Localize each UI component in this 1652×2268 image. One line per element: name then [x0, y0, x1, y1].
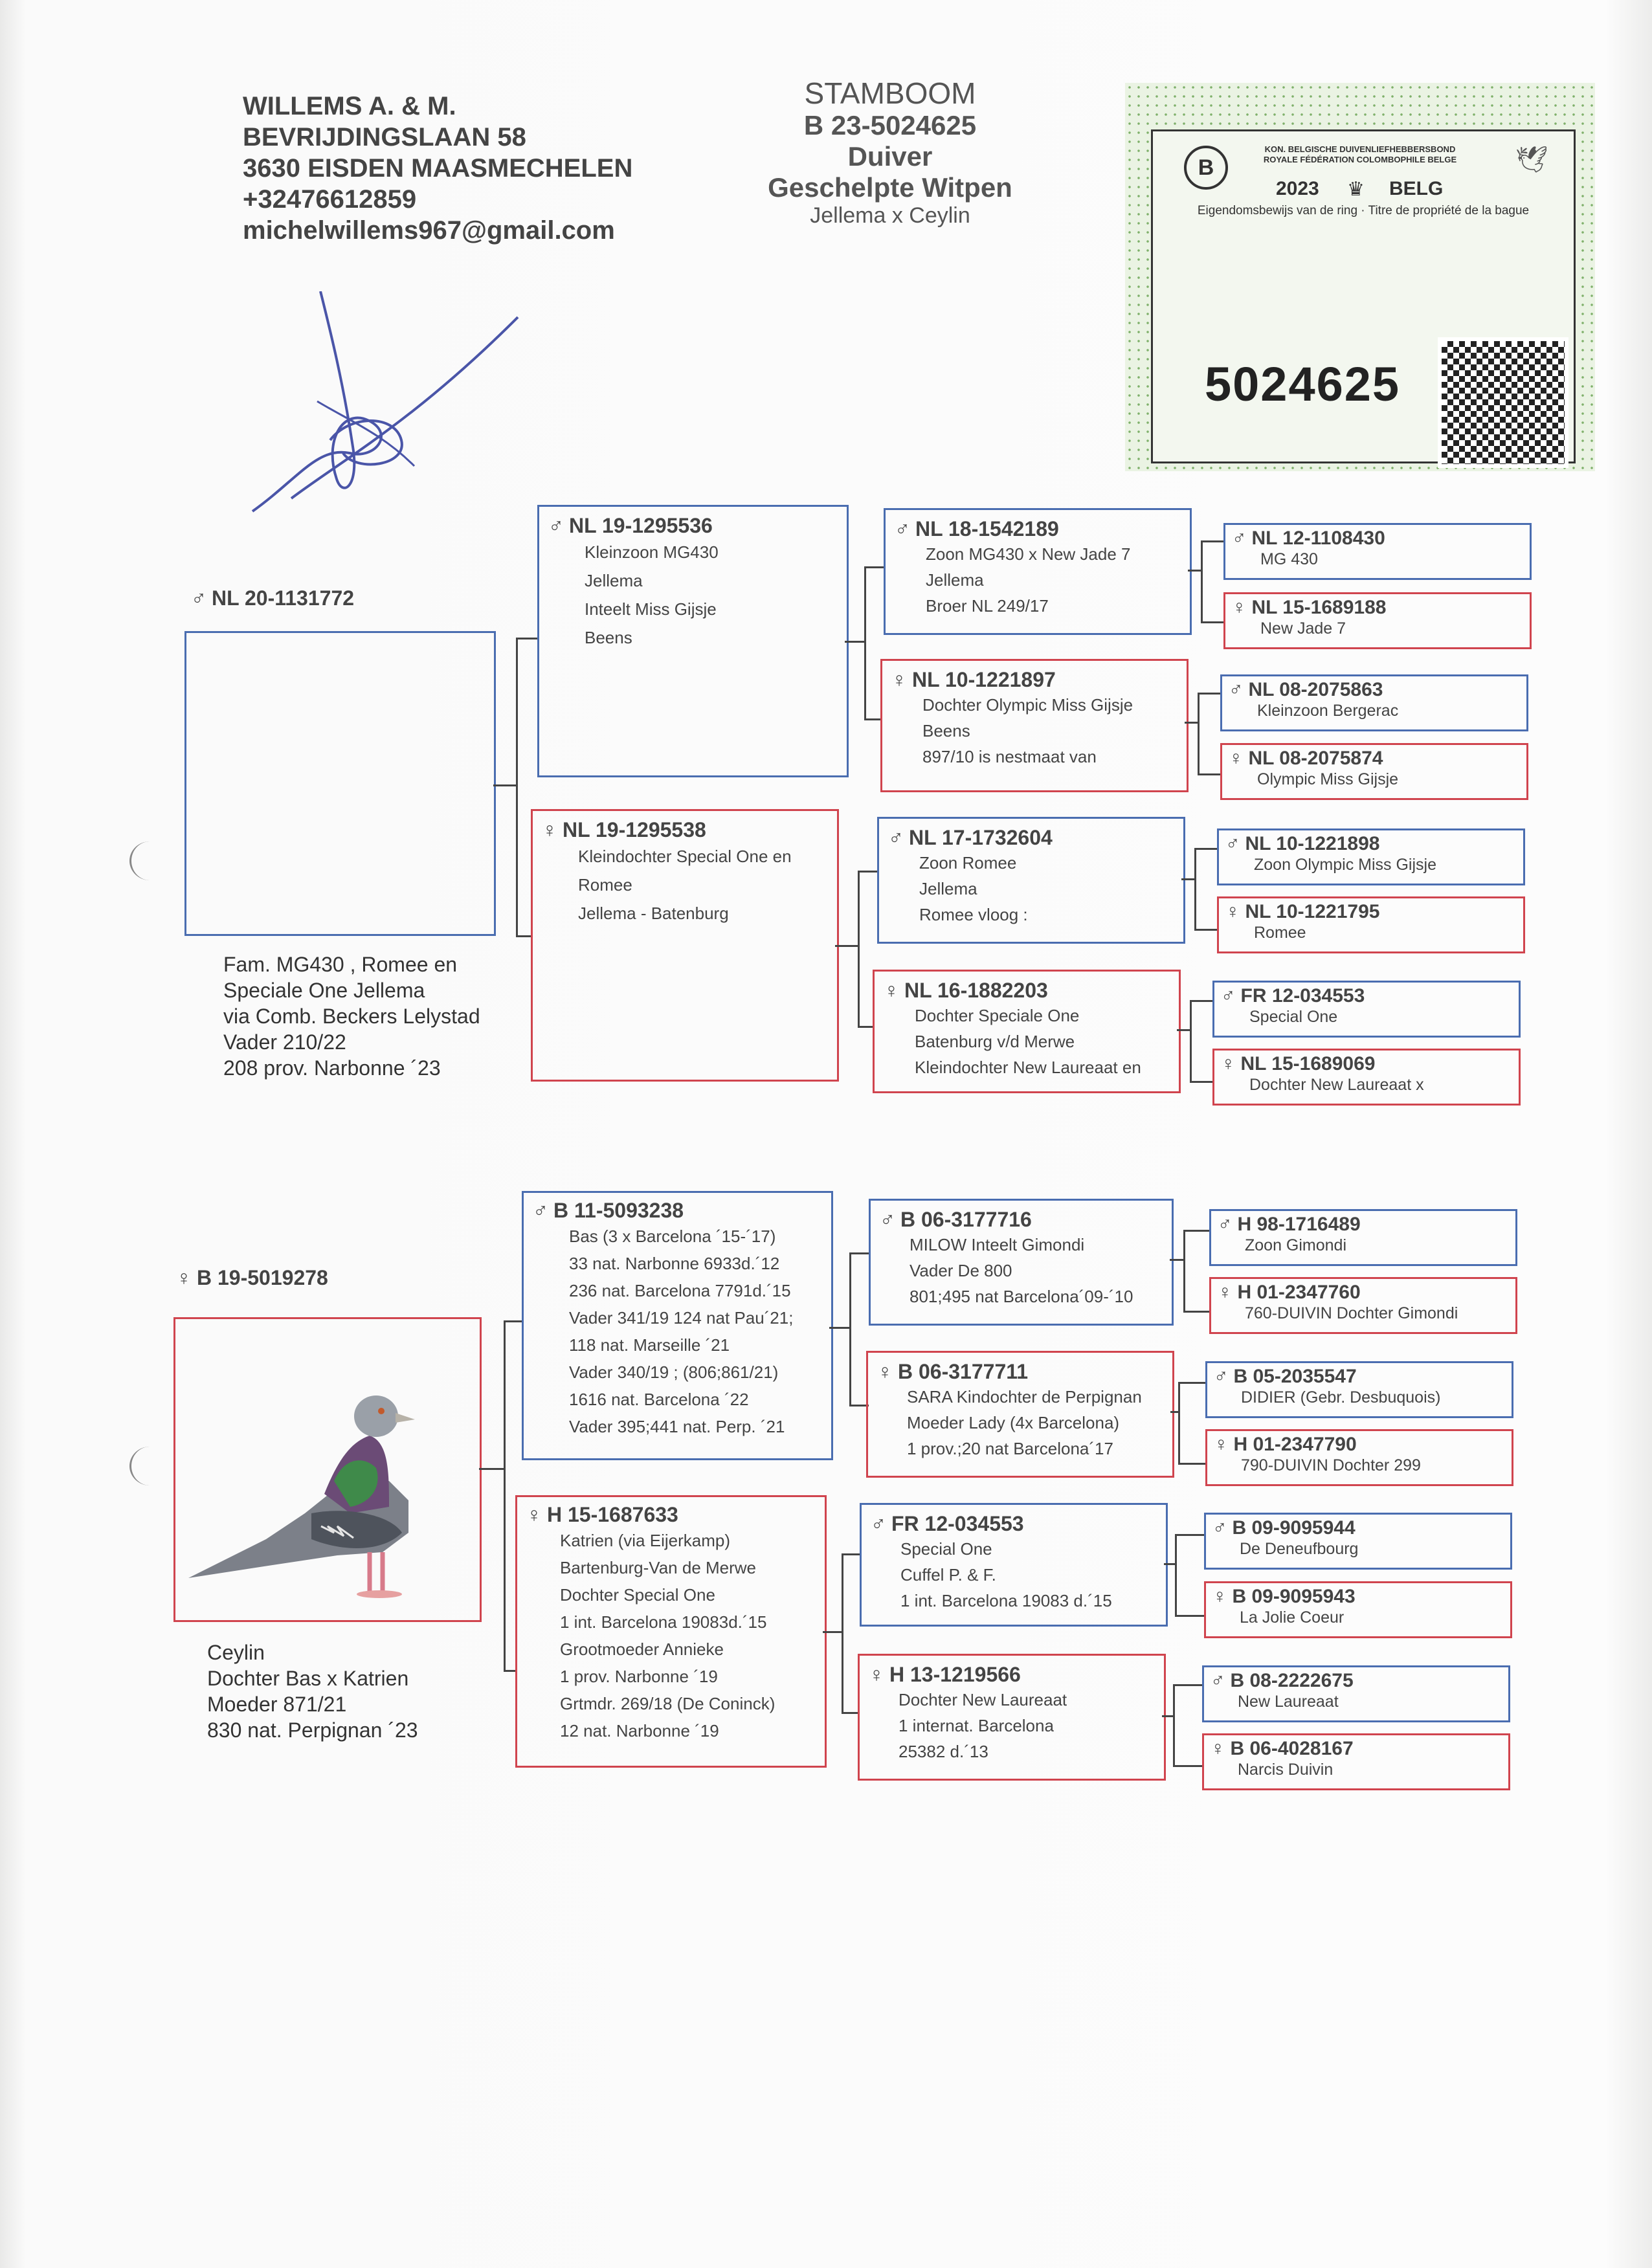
female-icon: ♀	[1212, 1586, 1227, 1607]
father-notes: Fam. MG430 , Romee en Speciale One Jellema via Comb. Beckers Lelystad Vader 210/22 208 prov. Narbonne ´23	[223, 953, 480, 1080]
female-icon: ♀	[542, 818, 557, 841]
pedigree-fm: ♀ NL 19-1295538 Kleindochter Special One en Romee Jellema - Batenburg	[531, 809, 839, 1082]
signature	[246, 291, 531, 524]
male-icon: ♂	[548, 514, 564, 537]
pedigree-mmm: ♀ H 13-1219566 Dochter New Laureaat 1 internat. Barcelona 25382 d.´13	[858, 1654, 1166, 1781]
pedigree-ffmm: ♀ NL 08-2075874 Olympic Miss Gijsje	[1220, 743, 1528, 800]
father-ring	[191, 586, 354, 610]
female-icon: ♀	[1225, 901, 1240, 922]
certificate-card	[1151, 129, 1576, 463]
ring-certificate	[1125, 83, 1595, 471]
male-icon: ♂	[1211, 1670, 1225, 1691]
federation-name-nl: KON. BELGISCHE DUIVENLIEFHEBBERSBOND	[1264, 144, 1456, 154]
pedigree-mmmf: ♂ B 08-2222675 New Laureaat	[1202, 1665, 1510, 1722]
federation-name-fr: ROYALE FÉDÉRATION COLOMBOPHILE BELGE	[1263, 155, 1457, 164]
pedigree-title	[712, 76, 1068, 228]
male-icon: ♂	[1218, 1214, 1233, 1235]
certificate-country: BELG	[1389, 178, 1444, 199]
pedigree-fmm: ♀ NL 16-1882203 Dochter Speciale One Batenburg v/d Merwe Kleindochter New Laureaat en	[873, 970, 1181, 1093]
male-icon: ♂	[1214, 1366, 1229, 1387]
main-sex: Duiver	[847, 141, 933, 172]
pedigree-mf: ♂ B 11-5093238 Bas (3 x Barcelona ´15-´17) 33 nat. Narbonne 6933d.´12 236 nat. Barcelona 7791d.´15 Vader 341/19 124 nat Pau´21; 118 nat. Marseille ´21 Vader 340/19 ; (806;861/21) 1616 nat. Barcelona ´22 Vader 395;441 nat. Perp. ´21	[522, 1191, 833, 1460]
pedigree-ff: ♂ NL 19-1295536 Kleinzoon MG430 Jellema Inteelt Miss Gijsje Beens	[537, 505, 849, 777]
owner-phone: +32476612859	[243, 185, 417, 214]
male-icon: ♂	[191, 586, 206, 610]
male-icon: ♂	[533, 1199, 548, 1222]
male-icon: ♂	[1232, 528, 1247, 549]
pedigree-mfmm: ♀ H 01-2347790 790-DUIVIN Dochter 299	[1205, 1429, 1513, 1486]
male-icon: ♂	[895, 517, 910, 540]
pedigree-fmmm: ♀ NL 15-1689069 Dochter New Laureaat x	[1212, 1049, 1521, 1106]
female-icon: ♀	[1232, 597, 1247, 618]
female-icon: ♀	[1221, 1053, 1236, 1074]
owner-email: michelwillems967@gmail.com	[243, 216, 615, 245]
male-icon: ♂	[871, 1512, 886, 1535]
female-icon: ♀	[1229, 748, 1244, 769]
certificate-year: 2023	[1276, 178, 1319, 199]
pigeon-photo	[175, 1319, 480, 1620]
female-icon: ♀	[884, 979, 899, 1002]
pedigree-mmff: ♂ B 09-9095944 De Deneufbourg	[1204, 1513, 1512, 1570]
pedigree-fff: ♂ NL 18-1542189 Zoon MG430 x New Jade 7 Jellema Broer NL 249/17	[884, 508, 1192, 635]
punch-hole-top	[129, 841, 170, 880]
pedigree-fmmf: ♂ FR 12-034553 Special One	[1212, 981, 1521, 1038]
pedigree-fmff: ♂ NL 10-1221898 Zoon Olympic Miss Gijsje	[1217, 828, 1525, 885]
pedigree-mmfm: ♀ B 09-9095943 La Jolie Coeur	[1204, 1581, 1512, 1638]
main-ring: B 23-5024625	[803, 110, 977, 140]
male-icon: ♂	[1225, 833, 1240, 854]
certificate-number: 5024625	[1205, 357, 1401, 411]
pedigree-mm: ♀ H 15-1687633 Katrien (via Eijerkamp) Bartenburg-Van de Merwe Dochter Special One 1 int. Barcelona 19083d.´15 Grootmoeder Annieke 1 prov. Narbonne ´19 Grtmdr. 269/18 (De Coninck) 12 nat. Narbonne ´19	[515, 1495, 827, 1768]
federation-logo-icon: B	[1184, 146, 1228, 190]
mother-notes: Ceylin Dochter Bas x Katrien Moeder 871/21 830 nat. Perpignan ´23	[207, 1641, 418, 1742]
male-icon: ♂	[1212, 1517, 1227, 1539]
pedigree-mfff: ♂ H 98-1716489 Zoon Gimondi	[1209, 1209, 1517, 1266]
pedigree-ffff: ♂ NL 12-1108430 MG 430	[1223, 523, 1532, 580]
female-icon: ♀	[1211, 1738, 1225, 1759]
owner-name: WILLEMS A. & M.	[243, 92, 456, 120]
mother-photo-frame	[173, 1317, 482, 1622]
pedigree-fmf: ♂ NL 17-1732604 Zoon Romee Jellema Romee vloog :	[877, 817, 1185, 944]
female-icon: ♀	[877, 1360, 893, 1383]
pedigree-ffmf: ♂ NL 08-2075863 Kleinzoon Bergerac	[1220, 674, 1528, 731]
federation-name	[1244, 144, 1477, 165]
punch-hole-bottom	[129, 1447, 170, 1485]
male-icon: ♂	[1229, 679, 1244, 700]
pedigree-mfmf: ♂ B 05-2035547 DIDIER (Gebr. Desbuquois)	[1205, 1361, 1513, 1418]
crown-icon: ♛	[1347, 179, 1365, 200]
male-icon: ♂	[880, 1208, 895, 1231]
father-ring-label: NL 20-1131772	[212, 586, 355, 610]
certificate-subtitle: Eigendomsbewijs van de ring · Titre de propriété de la bague	[1197, 204, 1530, 217]
owner-address	[243, 91, 632, 246]
male-icon: ♂	[1221, 985, 1236, 1006]
qr-code-icon	[1438, 337, 1568, 468]
pedigree-ffm: ♀ NL 10-1221897 Dochter Olympic Miss Gijsje Beens 897/10 is nestmaat van	[880, 659, 1189, 792]
pigeon-globe-icon: 🕊	[1515, 146, 1548, 174]
owner-city: 3630 EISDEN MAASMECHELEN	[243, 154, 633, 183]
father-photo-frame	[184, 631, 496, 936]
female-icon: ♀	[869, 1663, 884, 1686]
pedigree-mff: ♂ B 06-3177716 MILOW Inteelt Gimondi Vader De 800 801;495 nat Barcelona´09-´10	[869, 1199, 1174, 1326]
pedigree-mmmm: ♀ B 06-4028167 Narcis Duivin	[1202, 1733, 1510, 1790]
main-color: Geschelpte Witpen	[768, 172, 1012, 203]
female-icon: ♀	[891, 668, 907, 691]
pedigree-mffm: ♀ H 01-2347760 760-DUIVIN Dochter Gimondi	[1209, 1277, 1517, 1334]
main-parents: Jellema x Ceylin	[810, 203, 970, 228]
owner-street: BEVRIJDINGSLAAN 58	[243, 123, 526, 151]
mother-ring	[176, 1265, 328, 1290]
pedigree-fmfm: ♀ NL 10-1221795 Romee	[1217, 896, 1525, 953]
male-icon: ♂	[888, 826, 904, 849]
doc-type: STAMBOOM	[804, 76, 976, 110]
female-icon: ♀	[1218, 1282, 1233, 1303]
pedigree-mmf: ♂ FR 12-034553 Special One Cuffel P. & F. 1 int. Barcelona 19083 d.´15	[860, 1503, 1168, 1627]
pedigree-fffm: ♀ NL 15-1689188 New Jade 7	[1223, 592, 1532, 649]
female-icon: ♀	[526, 1503, 542, 1526]
female-icon: ♀	[1214, 1434, 1229, 1455]
mother-ring-label: B 19-5019278	[197, 1266, 328, 1289]
female-icon: ♀	[176, 1266, 192, 1289]
pedigree-mfm: ♀ B 06-3177711 SARA Kindochter de Perpignan Moeder Lady (4x Barcelona) 1 prov.;20 nat Barcelona´17	[866, 1351, 1174, 1478]
